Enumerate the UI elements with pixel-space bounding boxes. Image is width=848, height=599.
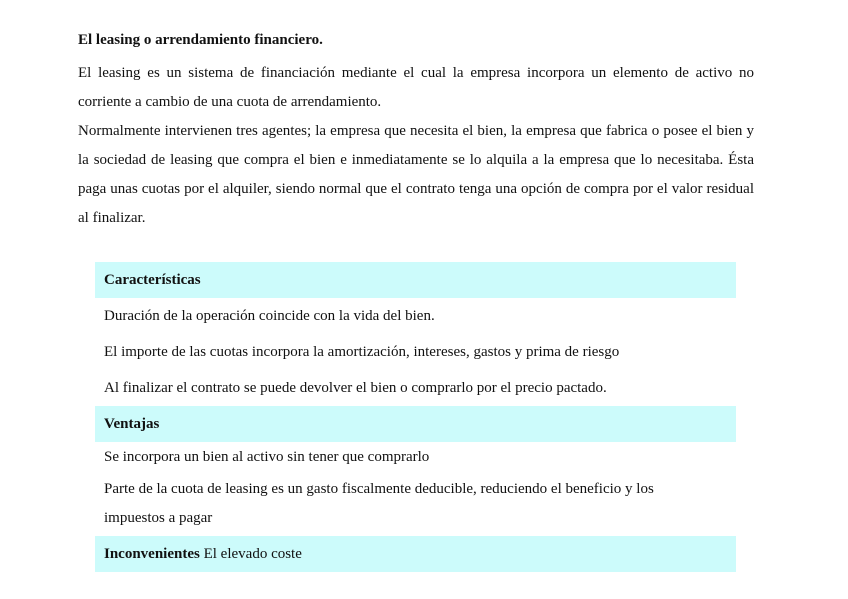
table-row: El importe de las cuotas incorpora la amortización, intereses, gastos y prima de riesgo (104, 343, 620, 360)
inconvenientes-row (95, 536, 736, 572)
table-row: Se incorpora un bien al activo sin tener que comprarlo (104, 449, 430, 465)
intro-paragraph: El leasing es un sistema de financiación mediante el cual la empresa incorpora un elemento de activo no corriente a cambio de una cuota de arrendamiento. (78, 65, 754, 110)
inconvenientes-header: Inconvenientes (104, 545, 200, 562)
ventajas-header: Ventajas (95, 406, 736, 442)
intro-paragraph: Normalmente intervienen tres agentes; la empresa que necesita el bien, la empresa que fabrica o posee el bien y la sociedad de leasing que compra el bien e inmediatamente se lo alquila a la empresa que lo necesitaba. Ésta paga unas cuotas por el alquiler, siendo normal que el contrato tenga una opción de compra por el valor residual al finalizar. (78, 123, 754, 226)
intro-text (78, 59, 754, 233)
document-title: El leasing o arrendamiento financiero. (78, 32, 323, 48)
caracteristicas-header: Características (95, 262, 736, 298)
table-row: Al finalizar el contrato se puede devolver el bien o comprarlo por el precio pactado. (104, 379, 607, 396)
table-row: Parte de la cuota de leasing es un gasto fiscalmente deducible, reduciendo el beneficio y los impuestos a pagar (104, 481, 654, 526)
leasing-table (95, 262, 736, 572)
table-row: Duración de la operación coincide con la vida del bien. (104, 307, 435, 324)
inconvenientes-value: El elevado coste (203, 545, 302, 562)
